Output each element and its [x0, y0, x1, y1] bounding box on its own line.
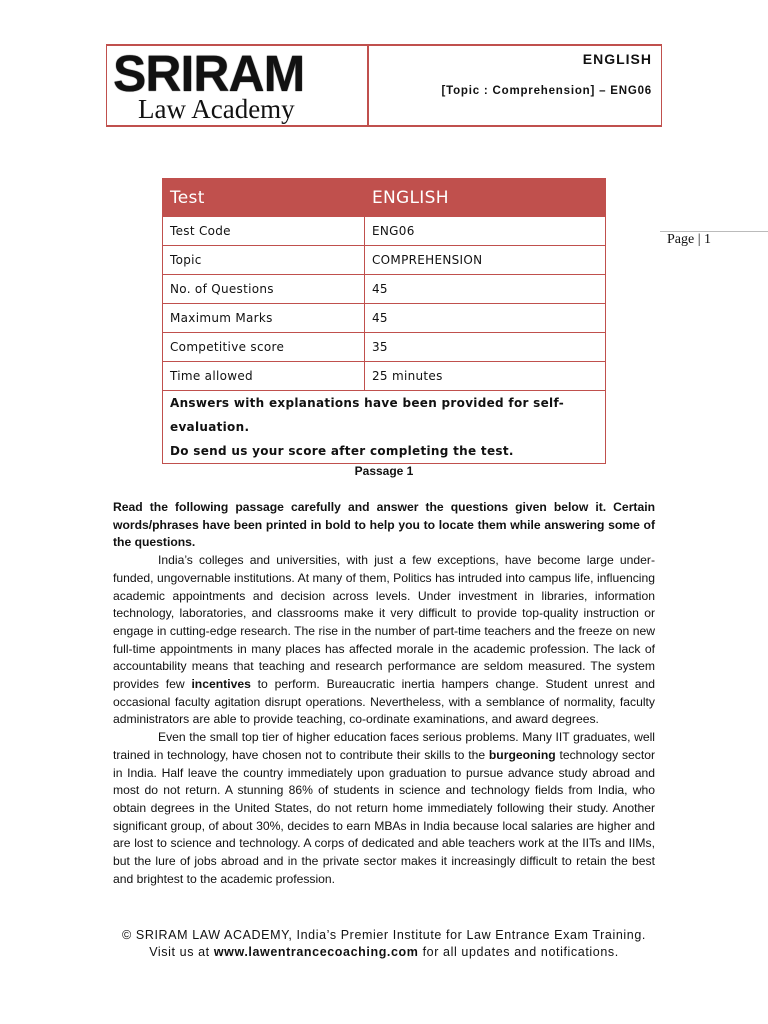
- paragraph-text: technology sector in India. Half leave the country immediately upon graduation to pursue advance study abroad and most do not return. A stunning 86% of students in science and technology fields from India, who obtain degrees in the United States, do not return home immediately following their study. Another significant group, of about 30%, decides to earn MBAs in India because local salaries are higher and are lost to science and technology. A corps of dedicated and able teachers work at the IITs and IIMs, but the lure of jobs abroad and in the private sector makes it increasingly difficult to retain the best and brightest to the academic profession.: [113, 747, 656, 886]
- website-link[interactable]: www.lawentrancecoaching.com: [213, 945, 419, 959]
- note-cell: [163, 391, 606, 464]
- instructions: Read the following passage carefully and answer the questions given below it. Certain words/phrases have been printed in bold to help you to locate them while answering some of the questions.: [113, 500, 655, 550]
- paragraph: [113, 729, 655, 888]
- paragraph: [113, 552, 655, 729]
- row-value: ENG06: [365, 217, 606, 246]
- visit-text: Visit us at: [149, 945, 210, 959]
- academy-logo: [107, 46, 369, 125]
- page-number: Page | 1: [667, 232, 712, 247]
- table-note-row: [163, 391, 606, 464]
- subject-label: ENGLISH: [582, 51, 652, 67]
- table-row: [163, 275, 606, 304]
- row-label: Test Code: [163, 217, 365, 246]
- row-label: Topic: [163, 246, 365, 275]
- copyright-line: © SRIRAM LAW ACADEMY, India’s Premier Institute for Law Entrance Exam Training.: [122, 928, 646, 942]
- topic-label: [Topic : Comprehension] – ENG06: [441, 85, 652, 97]
- logo-subtitle: Law Academy: [138, 94, 295, 124]
- row-value: 25 minutes: [365, 362, 606, 391]
- note-line: Answers with explanations have been provided for self-evaluation.: [170, 396, 565, 434]
- page-footer: [0, 927, 768, 961]
- paragraph-text: Even the small top tier of higher education faces serious problems. Many IIT graduates, well trained in technology, have chosen not to contribute their skills to the: [113, 730, 655, 762]
- test-info-table: [162, 178, 606, 464]
- table-row: [163, 246, 606, 275]
- paragraph-text: to perform. Bureaucratic inertia hampers change. Student unrest and occasional faculty agitation disrupt operations. Nevertheless, with a semblance of normality, faculty administrators are able to provide teaching, co-ordinate examinations, and award degrees.: [113, 677, 656, 727]
- table-row: [163, 333, 606, 362]
- visit-line: [0, 944, 768, 961]
- row-value: 45: [365, 275, 606, 304]
- paragraph-text: India’s colleges and universities, with just a few exceptions, have become large under-funded, ungovernable institutions. At many of them, Politics has intruded into campus life, influencing academic appointments and decision across levels. Under investment in libraries, information technology, laboratories, and classrooms make it very difficult to provide top-quality instruction or engage in cutting-edge research. The rise in the number of part-time teachers and the freeze on new full-time appointments in many places has affected morale in the academic profession. The lack of accountability means that teaching and research performance are seldom measured. The system provides few: [113, 553, 655, 692]
- bold-keyword: burgeoning: [488, 747, 556, 762]
- table-header-row: [163, 179, 606, 217]
- header-cell: ENGLISH: [365, 179, 606, 217]
- row-label: No. of Questions: [163, 275, 365, 304]
- logo-title: SRIRAM: [113, 45, 305, 102]
- row-label: Competitive score: [163, 333, 365, 362]
- document-header: [106, 44, 662, 127]
- bold-keyword: incentives: [191, 677, 251, 692]
- table-row: [163, 217, 606, 246]
- passage-title: Passage 1: [354, 464, 414, 478]
- note-line: Do send us your score after completing the test.: [170, 444, 514, 458]
- table-row: [163, 362, 606, 391]
- row-value: COMPREHENSION: [365, 246, 606, 275]
- row-label: Time allowed: [163, 362, 365, 391]
- row-value: 35: [365, 333, 606, 362]
- row-value: 45: [365, 304, 606, 333]
- visit-tail: for all updates and notifications.: [422, 945, 619, 959]
- passage-body: [113, 499, 655, 888]
- header-cell: Test: [163, 179, 365, 217]
- row-label: Maximum Marks: [163, 304, 365, 333]
- table-row: [163, 304, 606, 333]
